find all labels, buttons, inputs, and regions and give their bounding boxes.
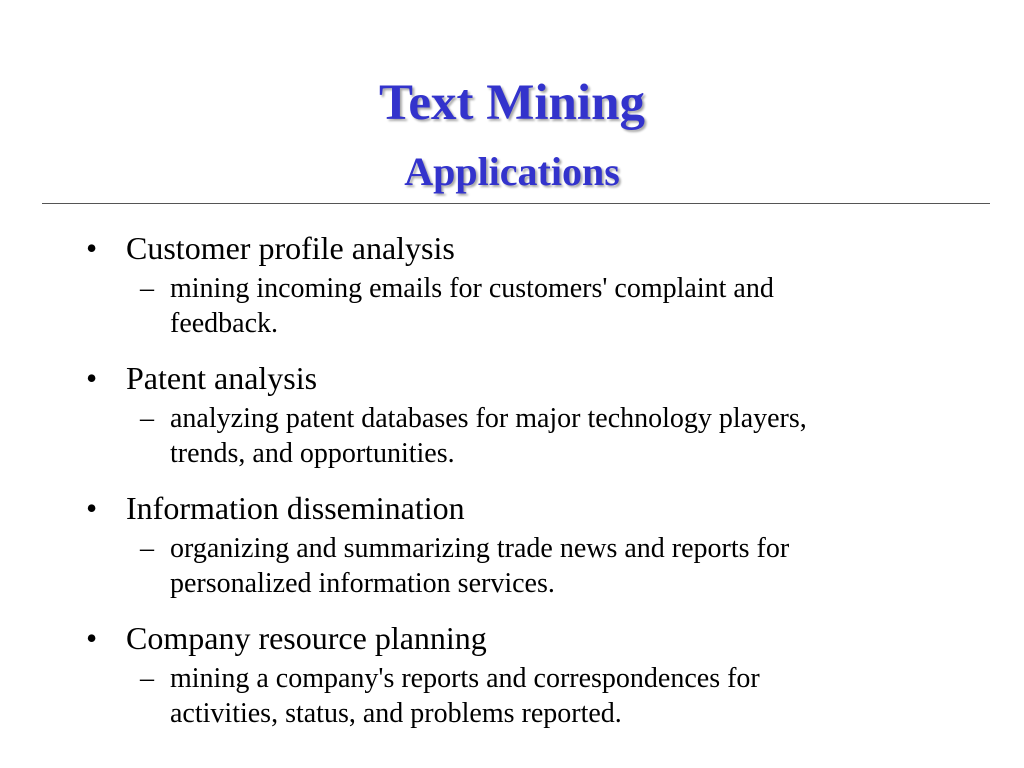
list-item [86, 358, 986, 471]
bullet-list [86, 228, 986, 748]
sub-bullet-text: mining incoming emails for customers' complaint and feedback. [170, 273, 774, 339]
sub-bullet-row [140, 401, 840, 471]
bullet-row [86, 358, 986, 398]
sub-bullet-text: mining a company's reports and correspondences for activities, status, and problems reported. [170, 663, 760, 729]
slide-subtitle: Applications [404, 149, 620, 194]
sub-bullet-text: organizing and summarizing trade news and reports for personalized information services. [170, 533, 790, 599]
bullet-heading: Patent analysis [126, 360, 318, 396]
bullet-row [86, 618, 986, 658]
bullet-heading: Company resource planning [126, 620, 487, 656]
list-item [86, 228, 986, 341]
sub-bullet-row [140, 271, 840, 341]
dash-icon: – [140, 663, 154, 694]
bullet-heading: Information dissemination [126, 490, 465, 526]
bullet-icon: • [86, 490, 98, 526]
bullet-row [86, 228, 986, 268]
sub-bullet-row [140, 531, 840, 601]
title-divider [42, 203, 990, 204]
sub-bullet-text: analyzing patent databases for major technology players, trends, and opportunities. [170, 403, 807, 469]
bullet-heading: Customer profile analysis [126, 230, 455, 266]
bullet-icon: • [86, 230, 98, 266]
slide-title: Text Mining [379, 75, 645, 131]
list-item [86, 488, 986, 601]
bullet-icon: • [86, 360, 98, 396]
dash-icon: – [140, 533, 154, 564]
bullet-row [86, 488, 986, 528]
sub-bullet-row [140, 661, 840, 731]
dash-icon: – [140, 403, 154, 434]
dash-icon: – [140, 273, 154, 304]
bullet-icon: • [86, 620, 98, 656]
list-item [86, 618, 986, 731]
